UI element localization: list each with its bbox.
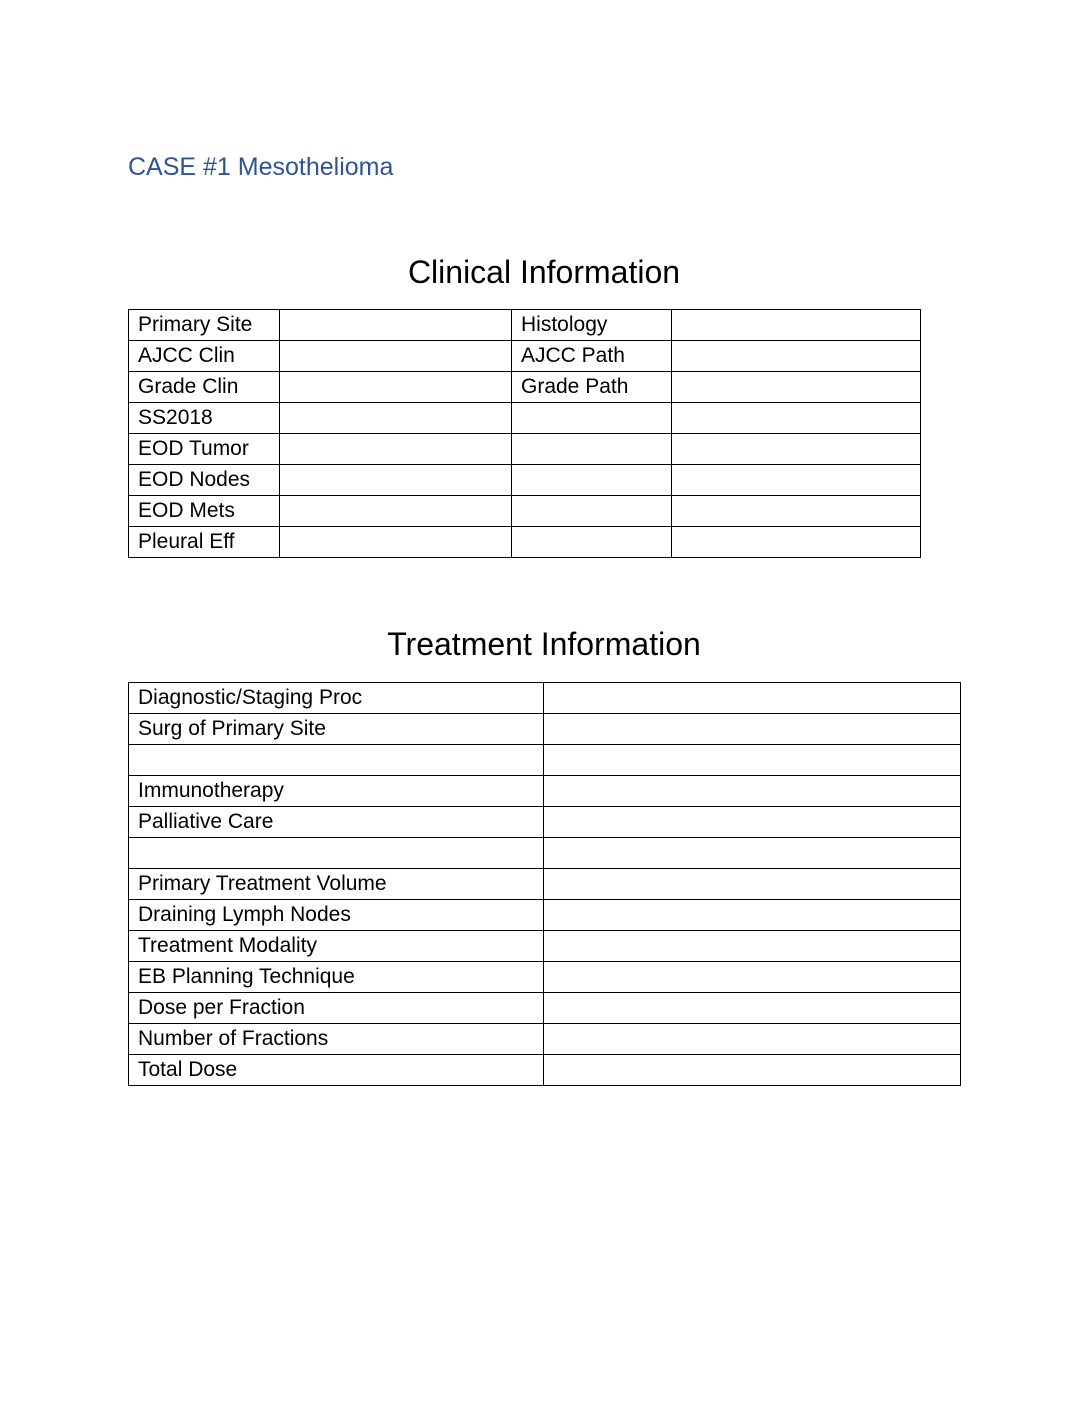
treatment-table-row	[129, 962, 961, 993]
field-value-cell[interactable]	[544, 993, 961, 1024]
field-label-cell	[512, 434, 672, 465]
field-label-cell	[129, 745, 544, 776]
field-label-cell	[129, 838, 544, 869]
case-title: CASE #1 Mesothelioma	[128, 153, 394, 181]
treatment-information-heading: Treatment Information	[387, 626, 701, 662]
field-label-cell: Pleural Eff	[129, 527, 280, 558]
field-value-cell[interactable]	[672, 341, 921, 372]
field-label-cell	[512, 403, 672, 434]
field-label-cell: EOD Tumor	[129, 434, 280, 465]
field-value-cell[interactable]	[280, 496, 512, 527]
treatment-table-row	[129, 1055, 961, 1086]
field-value-cell[interactable]	[280, 527, 512, 558]
treatment-table-row	[129, 807, 961, 838]
clinical-table-row	[129, 465, 921, 496]
field-value-cell[interactable]	[280, 372, 512, 403]
clinical-information-heading: Clinical Information	[407, 254, 681, 290]
field-label-cell: EB Planning Technique	[129, 962, 544, 993]
field-value-cell[interactable]	[672, 527, 921, 558]
field-value-cell[interactable]	[672, 434, 921, 465]
treatment-information-table	[128, 682, 961, 1086]
treatment-table-row	[129, 931, 961, 962]
field-value-cell[interactable]	[280, 434, 512, 465]
field-label-cell: Primary Treatment Volume	[129, 869, 544, 900]
field-value-cell[interactable]	[672, 372, 921, 403]
treatment-table-row	[129, 838, 961, 869]
clinical-table-row	[129, 527, 921, 558]
treatment-table-row	[129, 714, 961, 745]
field-label-cell: Primary Site	[129, 310, 280, 341]
treatment-table-row	[129, 683, 961, 714]
field-value-cell[interactable]	[280, 465, 512, 496]
field-label-cell: EOD Mets	[129, 496, 280, 527]
treatment-table-row	[129, 869, 961, 900]
field-value-cell[interactable]	[672, 496, 921, 527]
field-value-cell[interactable]	[544, 900, 961, 931]
treatment-table-row	[129, 776, 961, 807]
field-label-cell	[512, 527, 672, 558]
field-value-cell[interactable]	[544, 683, 961, 714]
clinical-table-row	[129, 310, 921, 341]
treatment-table-row	[129, 993, 961, 1024]
field-label-cell: Immunotherapy	[129, 776, 544, 807]
field-label-cell: Grade Clin	[129, 372, 280, 403]
field-value-cell[interactable]	[544, 714, 961, 745]
treatment-table-row	[129, 1024, 961, 1055]
field-value-cell[interactable]	[280, 341, 512, 372]
field-value-cell[interactable]	[280, 403, 512, 434]
clinical-table-row	[129, 372, 921, 403]
field-value-cell[interactable]	[544, 1055, 961, 1086]
field-label-cell: Diagnostic/Staging Proc	[129, 683, 544, 714]
field-value-cell[interactable]	[544, 776, 961, 807]
treatment-table-row	[129, 900, 961, 931]
field-label-cell: Surg of Primary Site	[129, 714, 544, 745]
field-value-cell[interactable]	[672, 310, 921, 341]
field-label-cell	[512, 465, 672, 496]
field-label-cell: SS2018	[129, 403, 280, 434]
field-label-cell: Total Dose	[129, 1055, 544, 1086]
field-value-cell[interactable]	[544, 869, 961, 900]
treatment-table-row	[129, 745, 961, 776]
clinical-table-row	[129, 341, 921, 372]
clinical-table-row	[129, 403, 921, 434]
field-label-cell	[512, 496, 672, 527]
field-label-cell: Dose per Fraction	[129, 993, 544, 1024]
clinical-information-table	[128, 309, 921, 558]
field-label-cell: Draining Lymph Nodes	[129, 900, 544, 931]
field-label-cell: EOD Nodes	[129, 465, 280, 496]
field-label-cell: Histology	[512, 310, 672, 341]
field-value-cell[interactable]	[544, 962, 961, 993]
field-value-cell[interactable]	[672, 465, 921, 496]
field-value-cell[interactable]	[672, 403, 921, 434]
field-label-cell: Grade Path	[512, 372, 672, 403]
field-label-cell: Treatment Modality	[129, 931, 544, 962]
field-label-cell: Number of Fractions	[129, 1024, 544, 1055]
field-value-cell[interactable]	[544, 1024, 961, 1055]
field-label-cell: AJCC Path	[512, 341, 672, 372]
field-value-cell[interactable]	[544, 838, 961, 869]
field-value-cell[interactable]	[544, 931, 961, 962]
field-label-cell: AJCC Clin	[129, 341, 280, 372]
field-value-cell[interactable]	[544, 807, 961, 838]
clinical-table-row	[129, 434, 921, 465]
field-label-cell: Palliative Care	[129, 807, 544, 838]
field-value-cell[interactable]	[544, 745, 961, 776]
field-value-cell[interactable]	[280, 310, 512, 341]
clinical-table-row	[129, 496, 921, 527]
